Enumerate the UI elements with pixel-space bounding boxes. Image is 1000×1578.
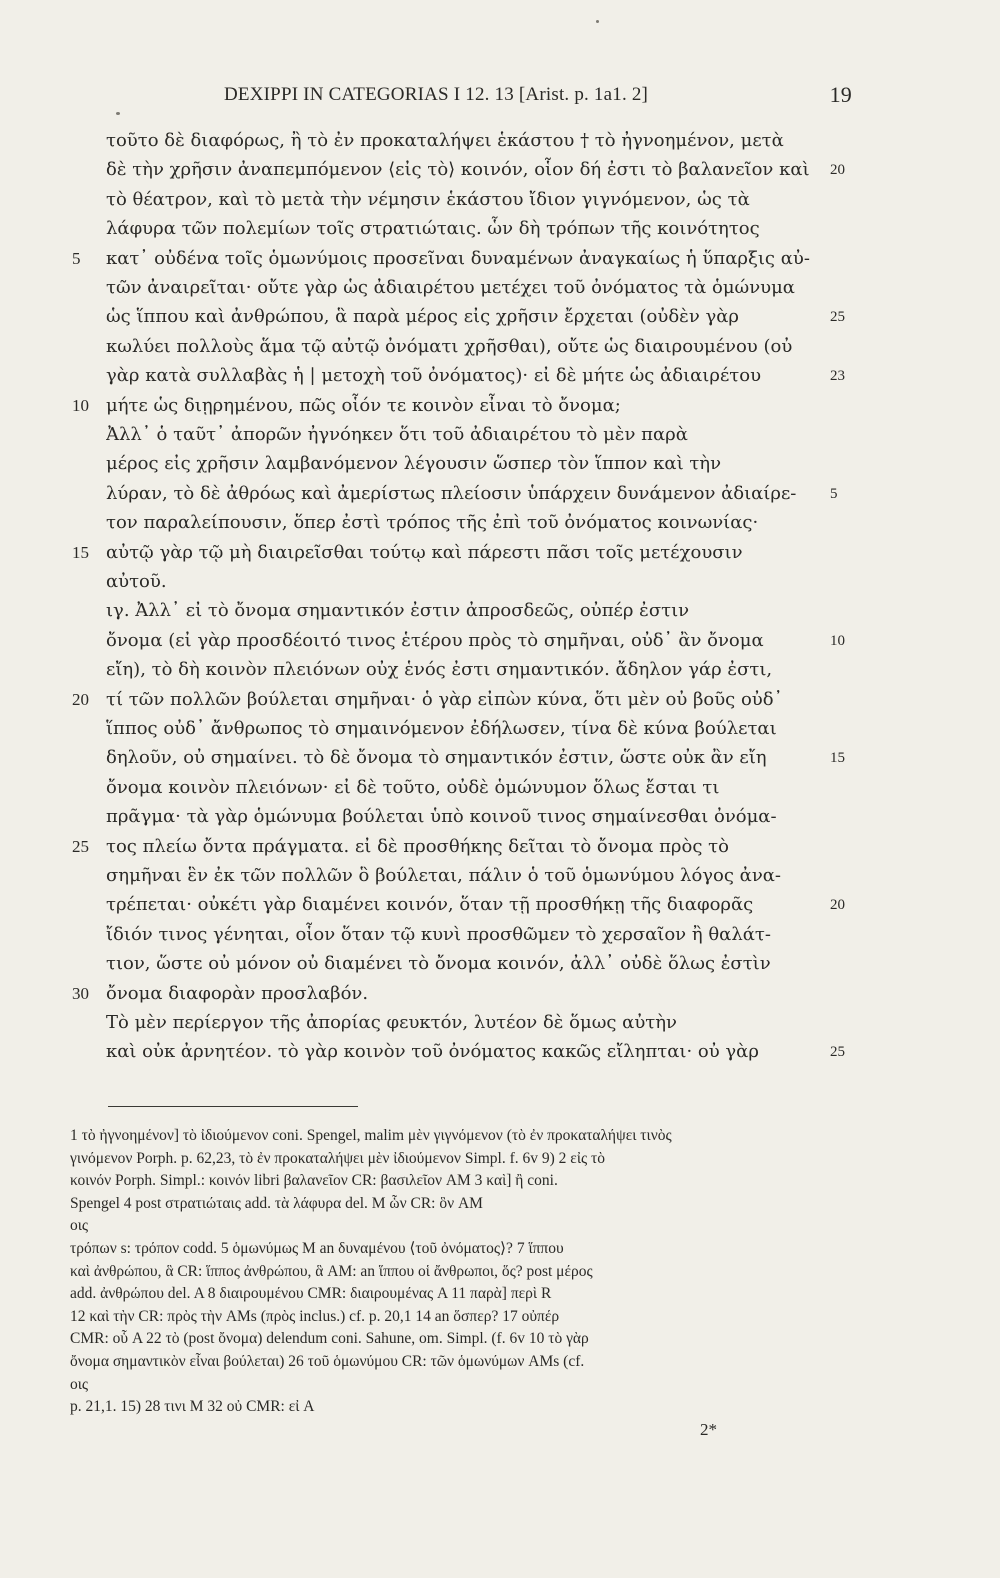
- line-text: δὲ τὴν χρῆσιν ἀναπεμπόμενον ⟨εἰς τὸ⟩ κοινόν, οἷον δή ἐστι τὸ βαλανεῖον καὶ: [106, 159, 810, 181]
- line-text: τιον, ὥστε οὐ μόνον οὐ διαμένει τὸ ὄνομα κοινόν, ἀλλ᾽ οὐδὲ ὅλως ἐστὶν: [106, 953, 771, 975]
- signature-mark: 2*: [700, 1420, 717, 1439]
- line-text: ὄνομα κοινὸν πλειόνων· εἰ δὲ τοῦτο, οὐδὲ ὁμώνυμον ὅλως ἔσται τι: [106, 776, 720, 798]
- line-text: τος πλείω ὄντα πράγματα. εἰ δὲ προσθήκης δεῖται τὸ ὄνομα πρὸς τὸ: [106, 835, 729, 857]
- footnote-line: p. 21,1. 15) 28 τινι M 32 οὐ CMR: εἰ A: [70, 1398, 315, 1416]
- line-number: 20: [72, 689, 89, 709]
- margin-reference: 10: [830, 632, 845, 649]
- paper-speck: [596, 20, 599, 23]
- line-number: 10: [72, 395, 89, 415]
- line-text: καὶ οὐκ ἀρνητέον. τὸ γὰρ κοινὸν τοῦ ὀνόματος κακῶς εἴληπται· οὐ γὰρ: [106, 1041, 759, 1063]
- footnote-line: γινόμενον Porph. p. 62,23, τὸ ἐν προκαταλήψει μὲν ἰδιούμενον Simpl. f. 6v 9) 2 εἰς τὸ: [70, 1149, 605, 1167]
- footnote-rule: [108, 1106, 358, 1107]
- footnote-line: οις: [70, 1217, 89, 1235]
- line-text: ὡς ἵππου καὶ ἀνθρώπου, ἃ παρὰ μέρος εἰς χρῆσιν ἔρχεται (οὐδὲν γὰρ: [106, 306, 739, 328]
- line-number: 25: [72, 836, 89, 856]
- line-text: κατ᾽ οὐδένα τοῖς ὁμωνύμοις προσεῖναι δυναμένων ἀναγκαίως ἡ ὕπαρξις αὐ-: [106, 247, 810, 269]
- line-text: αὐτοῦ.: [106, 571, 167, 592]
- running-head: DEXIPPI IN CATEGORIAS I 12. 13 [Arist. p. 1a1. 2]: [224, 84, 649, 105]
- line-text: ὄνομα διαφορὰν προσλαβόν.: [106, 982, 369, 1004]
- footnote-line: οις: [70, 1375, 89, 1393]
- line-text: ὄνομα (εἰ γὰρ προσδέοιτό τινος ἑτέρου πρὸς τὸ σημῆναι, οὐδ᾽ ἂν ὄνομα: [106, 629, 764, 651]
- footnote-line: κοινόν Porph. Simpl.: κοινόν libri βαλανεῖον CR: βασιλεῖον AM 3 καὶ] ἢ coni.: [70, 1172, 558, 1190]
- line-text: τρέπεται· οὐκέτι γὰρ διαμένει κοινόν, ὅταν τῇ προσθήκῃ τῆς διαφορᾶς: [106, 894, 754, 916]
- line-text: λάφυρα τῶν πολεμίων τοῖς στρατιώταις. ὧν δὴ τρόπων τῆς κοινότητος: [106, 218, 760, 240]
- paper-speck: [116, 112, 120, 115]
- line-text: Ἀλλ᾽ ὁ ταῦτ᾽ ἀπορῶν ἠγνόηκεν ὅτι τοῦ ἀδιαιρέτου τὸ μὲν παρὰ: [106, 424, 688, 445]
- line-text: λύραν, τὸ δὲ ἀθρόως καὶ ἀμερίστως πλείοσιν ὑπάρχειν δυνάμενον ἀδιαίρε-: [106, 482, 797, 504]
- line-text: γὰρ κατὰ συλλαβὰς ἡ | μετοχὴ τοῦ ὀνόματος)· εἰ δὲ μήτε ὡς ἀδιαιρέτου: [106, 365, 762, 387]
- footnote-line: τρόπων s: τρόπον codd. 5 ὁμωνύμως M an δυναμένου ⟨τοῦ ὀνόματος⟩? 7 ἵππου: [70, 1240, 564, 1257]
- margin-reference: 23: [830, 368, 845, 385]
- line-text: μέρος εἰς χρῆσιν λαμβανόμενον λέγουσιν ὥσπερ τὸν ἵππον καὶ τὴν: [106, 453, 722, 475]
- line-text: τί τῶν πολλῶν βούλεται σημῆναι· ὁ γὰρ εἰπὼν κύνα, ὅτι μὲν οὐ βοῦς οὐδ᾽: [106, 688, 783, 710]
- line-text: ἴδιόν τινος γένηται, οἷον ὅταν τῷ κυνὶ προσθῶμεν τὸ χερσαῖον ἢ θαλάτ-: [106, 923, 771, 945]
- footnote-line: add. ἀνθρώπου del. A 8 διαιρουμένου CMR: διαιρουμένας A 11 παρὰ] περὶ R: [70, 1285, 552, 1303]
- footnote-line: 1 τὸ ἠγνοημένον] τὸ ἰδιούμενον coni. Spengel, malim μὲν γιγνόμενον (τὸ ἐν προκαταλήψει τινὸς: [70, 1127, 672, 1144]
- footnote-line: Spengel 4 post στρατιώταις add. τὰ λάφυρα del. M ὧν CR: ὃν AM: [70, 1194, 483, 1212]
- footnote-line: 12 καὶ τὴν CR: πρὸς τὴν AMs (πρὸς inclus.) cf. p. 20,1 14 an ὅσπερ? 17 οὐπέρ: [70, 1307, 560, 1325]
- line-text: μήτε ὡς διῃρημένου, πῶς οἷόν τε κοινὸν εἶναι τὸ ὄνομα;: [106, 394, 621, 416]
- footnote-line: CMR: οὗ A 22 τὸ (post ὄνομα) delendum coni. Sahune, om. Simpl. (f. 6v 10 τὸ γὰρ: [70, 1330, 589, 1348]
- line-number: 15: [72, 542, 89, 562]
- line-number: 5: [72, 248, 81, 268]
- margin-reference: 25: [830, 309, 845, 326]
- line-text: σημῆναι ἓν ἐκ τῶν πολλῶν ὃ βούλεται, πάλιν ὁ τοῦ ὁμωνύμου λόγος ἀνα-: [106, 865, 782, 886]
- margin-reference: 20: [830, 897, 845, 914]
- footnote-line: καὶ ἀνθρώπου, ἃ CR: ἵππος ἀνθρώπου, ἃ AM: an ἵππου οἱ ἄνθρωποι, ὅς? post μέρος: [70, 1262, 593, 1280]
- line-text: πρᾶγμα· τὰ γὰρ ὁμώνυμα βούλεται ὑπὸ κοινοῦ τινος σημαίνεσθαι ὀνόμα-: [106, 806, 777, 828]
- line-text: τὸ θέατρον, καὶ τὸ μετὰ τὴν νέμησιν ἑκάστου ἴδιον γιγνόμενον, ὡς τὰ: [106, 188, 750, 210]
- line-text: ιγ. Ἀλλ᾽ εἰ τὸ ὄνομα σημαντικόν ἐστιν ἀπροσδεῶς, οὐπέρ ἐστιν: [106, 600, 690, 622]
- line-text: κωλύει πολλοὺς ἅμα τῷ αὐτῷ ὀνόματι χρῆσθαι), οὔτε ὡς διαιρουμένου (οὐ: [106, 335, 793, 357]
- line-text: ἵππος οὐδ᾽ ἄνθρωπος τὸ σημαινόμενον ἐδήλωσεν, τίνα δὲ κύνα βούλεται: [106, 718, 777, 739]
- line-text: δηλοῦν, οὐ σημαίνει. τὸ δὲ ὄνομα τὸ σημαντικόν ἐστιν, ὥστε οὐκ ἂν εἴη: [106, 747, 767, 769]
- text-line: [0, 1035, 1000, 1069]
- margin-reference: 20: [830, 162, 845, 179]
- footnote-line: ὄνομα σημαντικὸν εἶναι βούλεται) 26 τοῦ ὁμωνύμου CR: τῶν ὁμωνύμων AMs (cf.: [70, 1353, 585, 1370]
- page-number: 19: [829, 82, 852, 107]
- line-text: τον παραλείπουσιν, ὅπερ ἐστὶ τρόπος τῆς ἐπὶ τοῦ ὀνόματος κοινωνίας·: [106, 512, 759, 534]
- line-text: Τὸ μὲν περίεργον τῆς ἀπορίας φευκτόν, λυτέον δὲ ὅμως αὐτὴν: [106, 1012, 677, 1033]
- line-text: εἴη), τὸ δὴ κοινὸν πλειόνων οὐχ ἑνός ἐστι σημαντικόν. ἄδηλον γάρ ἐστι,: [106, 659, 773, 681]
- margin-reference: 15: [830, 750, 845, 767]
- line-text: τοῦτο δὲ διαφόρως, ἢ τὸ ἐν προκαταλήψει ἑκάστου † τὸ ἠγνοημένον, μετὰ: [106, 130, 784, 151]
- line-text: τῶν ἀναιρεῖται· οὔτε γὰρ ὡς ἀδιαιρέτου μετέχει τοῦ ὀνόματος τὰ ὁμώνυμα: [106, 277, 795, 298]
- margin-reference: 25: [830, 1044, 845, 1061]
- line-text: αὐτῷ γὰρ τῷ μὴ διαιρεῖσθαι τούτῳ καὶ πάρεστι πᾶσι τοῖς μετέχουσιν: [106, 541, 743, 563]
- line-number: 30: [72, 983, 89, 1003]
- margin-reference: 5: [830, 485, 838, 502]
